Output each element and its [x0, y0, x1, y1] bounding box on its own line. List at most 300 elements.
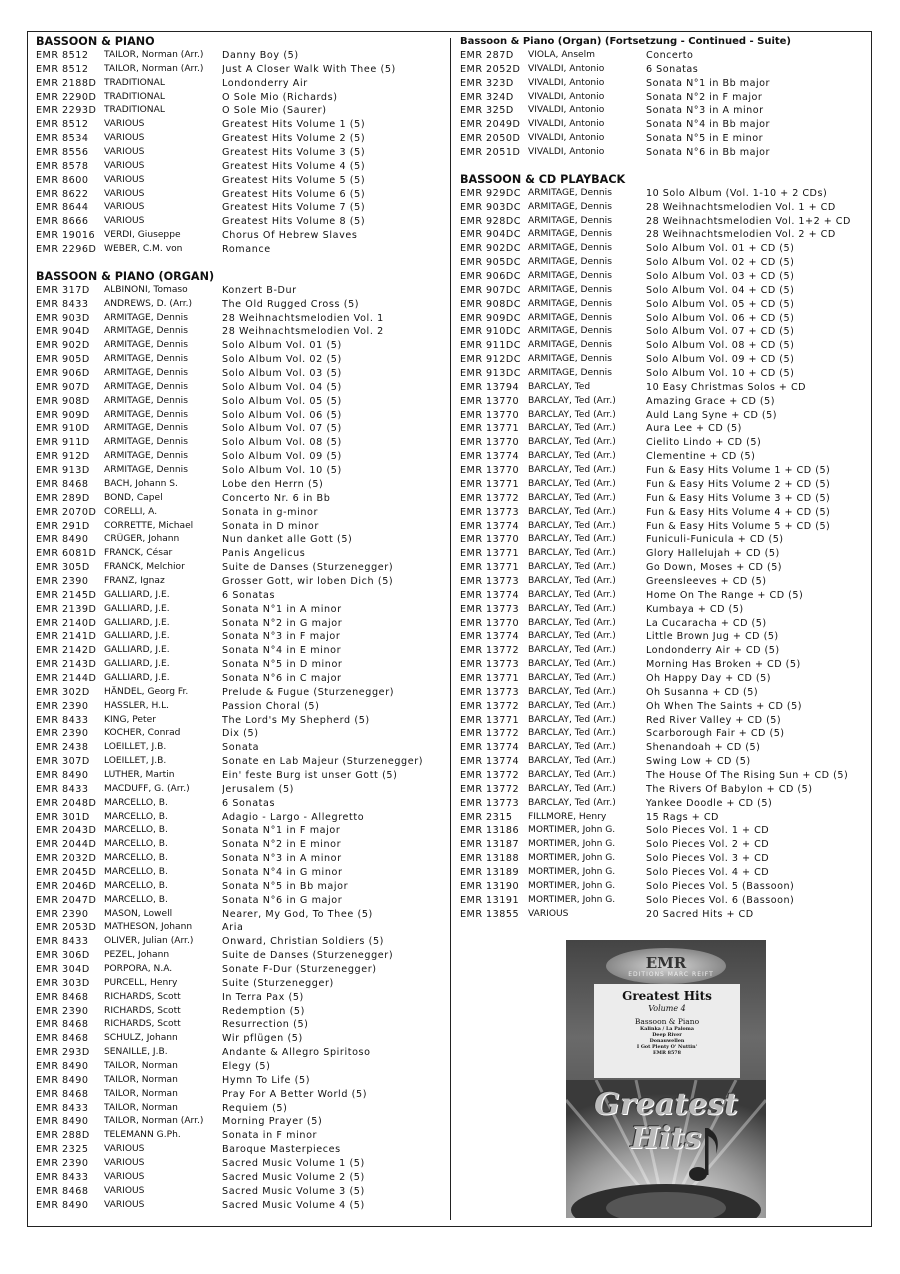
catalog-row — [460, 422, 865, 436]
catalog-number: EMR 13770 — [460, 395, 520, 407]
work-title: Chorus Of Hebrew Slaves — [222, 230, 358, 242]
composer: CORELLI, A. — [104, 506, 158, 517]
work-title: 6 Sonatas — [222, 797, 276, 809]
catalog-number: EMR 8490 — [36, 534, 89, 546]
composer: VARIOUS — [104, 188, 145, 199]
composer: WEBER, C.M. von — [104, 244, 183, 255]
catalog-number: EMR 13772 — [460, 645, 520, 657]
work-title: Greatest Hits Volume 3 (5) — [222, 147, 366, 159]
work-title: Sonata N°1 in Bb major — [646, 77, 770, 89]
catalog-row — [36, 188, 446, 202]
catalog-number: EMR 2050D — [460, 133, 521, 145]
catalog-number: EMR 2047D — [36, 894, 97, 906]
work-title: Sonate F-Dur (Sturzenegger) — [222, 964, 377, 975]
left-column — [36, 35, 446, 1212]
catalog-row — [36, 672, 446, 686]
catalog-number: EMR 2390 — [36, 908, 89, 920]
catalog-number: EMR 2143D — [36, 659, 97, 671]
composer: BARCLAY, Ted (Arr.) — [528, 728, 616, 739]
catalog-row — [460, 228, 865, 242]
work-title: 20 Sacred Hits + CD — [646, 908, 754, 920]
catalog-number: EMR 323D — [460, 77, 514, 89]
catalog-number: EMR 2390 — [36, 1005, 89, 1017]
catalog-row — [460, 256, 865, 270]
cover-art-title: Greatest Hits — [594, 1087, 738, 1156]
catalog-row — [36, 506, 446, 520]
catalog-row — [460, 353, 865, 367]
work-title: Sonata N°4 in E minor — [222, 645, 342, 657]
catalog-row — [460, 797, 865, 811]
work-title: Sonata N°3 in A minor — [222, 853, 342, 865]
catalog-number: EMR 2142D — [36, 645, 97, 657]
composer: BARCLAY, Ted (Arr.) — [528, 409, 616, 420]
catalog-row — [36, 644, 446, 658]
work-title: Home On The Range + CD (5) — [646, 589, 804, 601]
catalog-row — [36, 132, 446, 146]
cover-title-panel — [594, 984, 740, 1078]
composer: MORTIMER, John G. — [528, 839, 616, 850]
work-title: Passion Choral (5) — [222, 700, 320, 712]
catalog-row — [460, 187, 865, 201]
composer: MARCELLO, B. — [104, 866, 168, 877]
composer: ARMITAGE, Dennis — [104, 423, 188, 434]
composer: VIVALDI, Antonio — [528, 133, 605, 144]
composer: TRADITIONAL — [104, 77, 165, 88]
composer: RICHARDS, Scott — [104, 1005, 181, 1016]
catalog-row — [36, 547, 446, 561]
composer: MACDUFF, G. (Arr.) — [104, 783, 190, 794]
composer: ANDREWS, D. (Arr.) — [104, 298, 193, 309]
section-gap — [36, 257, 446, 270]
catalog-number: EMR 2070D — [36, 506, 97, 518]
catalog-row — [36, 160, 446, 174]
composer: TAILOR, Norman (Arr.) — [104, 1116, 204, 1127]
catalog-number: EMR 13772 — [460, 769, 520, 781]
work-title: Greatest Hits Volume 4 (5) — [222, 160, 366, 172]
catalog-number: EMR 913DC — [460, 368, 521, 380]
composer: VARIOUS — [104, 1158, 145, 1169]
work-title: Solo Pieces Vol. 6 (Bassoon) — [646, 894, 795, 906]
catalog-row — [36, 783, 446, 797]
work-title: Auld Lang Syne + CD (5) — [646, 409, 778, 421]
composer: ARMITAGE, Dennis — [528, 201, 612, 212]
catalog-number: EMR 13773 — [460, 575, 520, 587]
catalog-row — [460, 880, 865, 894]
catalog-number: EMR 908DC — [460, 298, 521, 310]
catalog-row — [36, 49, 446, 63]
catalog-number: EMR 910DC — [460, 326, 521, 338]
catalog-row — [460, 741, 865, 755]
work-title: Sonata N°6 in Bb major — [646, 147, 770, 159]
work-title: Solo Pieces Vol. 1 + CD — [646, 825, 770, 837]
catalog-row — [460, 617, 865, 631]
catalog-number: EMR 2293D — [36, 105, 97, 117]
composer: VARIOUS — [104, 174, 145, 185]
cover-title: Greatest Hits — [622, 989, 712, 1003]
catalog-row — [460, 339, 865, 353]
catalog-number: EMR 8433 — [36, 714, 89, 726]
catalog-number: EMR 13770 — [460, 465, 520, 477]
catalog-number: EMR 13189 — [460, 866, 520, 878]
work-title: Solo Album Vol. 10 + CD (5) — [646, 368, 795, 380]
work-title: Sonata — [222, 742, 260, 754]
catalog-number: EMR 19016 — [36, 230, 96, 242]
work-title: 28 Weihnachtsmelodien Vol. 2 + CD — [646, 229, 836, 241]
composer: BARCLAY, Ted (Arr.) — [528, 562, 616, 573]
catalog-number: EMR 8512 — [36, 50, 89, 61]
work-title: Onward, Christian Soldiers (5) — [222, 936, 385, 948]
catalog-row — [460, 908, 865, 922]
work-title: Oh Susanna + CD (5) — [646, 686, 759, 698]
work-title: Nun danket alle Gott (5) — [222, 534, 353, 546]
work-title: Concerto Nr. 6 in Bb — [222, 492, 331, 504]
catalog-number: EMR 302D — [36, 686, 90, 698]
catalog-row — [460, 63, 865, 77]
cover-image — [566, 940, 766, 1218]
catalog-row — [36, 1088, 446, 1102]
catalog-number: EMR 905DC — [460, 257, 521, 269]
catalog-row — [36, 991, 446, 1005]
catalog-row — [36, 838, 446, 852]
composer: ARMITAGE, Dennis — [104, 354, 188, 365]
work-title: Sonata N°5 in E minor — [646, 133, 764, 145]
catalog-number: EMR 13770 — [460, 409, 520, 421]
catalog-number: EMR 291D — [36, 520, 90, 532]
composer: FRANCK, César — [104, 548, 173, 559]
composer: GALLIARD, J.E. — [104, 631, 170, 642]
composer: ARMITAGE, Dennis — [528, 215, 612, 226]
catalog-number: EMR 13773 — [460, 686, 520, 698]
catalog-row — [36, 104, 446, 118]
catalog-row — [36, 325, 446, 339]
composer: LOEILLET, J.B. — [104, 756, 167, 767]
catalog-row — [460, 450, 865, 464]
composer: BARCLAY, Ted (Arr.) — [528, 575, 616, 586]
cover-volume: Volume 4 — [648, 1004, 686, 1013]
catalog-row — [36, 727, 446, 741]
composer: ARMITAGE, Dennis — [528, 284, 612, 295]
catalog-number: EMR 903D — [36, 312, 90, 324]
composer: ARMITAGE, Dennis — [104, 368, 188, 379]
composer: VARIOUS — [104, 119, 145, 130]
catalog-row — [36, 409, 446, 423]
composer: BARCLAY, Ted (Arr.) — [528, 506, 616, 517]
work-title: Fun & Easy Hits Volume 3 + CD (5) — [646, 492, 831, 504]
composer: ARMITAGE, Dennis — [104, 465, 188, 476]
catalog-row — [460, 561, 865, 575]
composer: TAILOR, Norman — [104, 1061, 178, 1072]
composer: ARMITAGE, Dennis — [104, 437, 188, 448]
work-title: Red River Valley + CD (5) — [646, 714, 782, 726]
catalog-row — [36, 1005, 446, 1019]
catalog-number: EMR 902D — [36, 340, 90, 352]
composer: PURCELL, Henry — [104, 977, 178, 988]
work-title: Solo Album Vol. 01 + CD (5) — [646, 243, 795, 255]
catalog-number: EMR 8600 — [36, 174, 89, 186]
catalog-number: EMR 8468 — [36, 1033, 89, 1045]
composer: TRADITIONAL — [104, 105, 165, 116]
work-title: Sonata N°2 in G major — [222, 617, 343, 629]
catalog-number: EMR 2145D — [36, 589, 97, 601]
composer: RICHARDS, Scott — [104, 991, 181, 1002]
composer: MORTIMER, John G. — [528, 866, 616, 877]
composer: KOCHER, Conrad — [104, 728, 181, 739]
work-title: Solo Album Vol. 09 + CD (5) — [646, 354, 795, 366]
composer: ARMITAGE, Dennis — [528, 312, 612, 323]
section-title: BASSOON & PIANO — [36, 35, 155, 48]
catalog-number: EMR 13772 — [460, 700, 520, 712]
catalog-row — [460, 132, 865, 146]
catalog-row — [36, 630, 446, 644]
catalog-row — [36, 520, 446, 534]
catalog-list — [460, 187, 865, 922]
catalog-number: EMR 2188D — [36, 77, 97, 89]
catalog-row — [460, 284, 865, 298]
work-title: Sonata in g-minor — [222, 506, 319, 518]
catalog-row — [36, 298, 446, 312]
composer: BACH, Johann S. — [104, 478, 178, 489]
work-title: Solo Album Vol. 09 (5) — [222, 451, 342, 463]
work-title: Kumbaya + CD (5) — [646, 603, 744, 615]
composer: ARMITAGE, Dennis — [528, 243, 612, 254]
catalog-row — [36, 1199, 446, 1213]
catalog-row — [36, 824, 446, 838]
catalog-number: EMR 6081D — [36, 548, 97, 560]
work-title: Sonata N°2 in E minor — [222, 839, 342, 851]
composer: BARCLAY, Ted (Arr.) — [528, 797, 616, 808]
composer: HASSLER, H.L. — [104, 700, 170, 711]
catalog-row — [36, 963, 446, 977]
catalog-number: EMR 2051D — [460, 147, 521, 159]
work-title: Danny Boy (5) — [222, 50, 299, 61]
catalog-number: EMR 2049D — [460, 119, 521, 131]
catalog-row — [460, 603, 865, 617]
catalog-number: EMR 2048D — [36, 797, 97, 809]
catalog-row — [460, 811, 865, 825]
composer: BARCLAY, Ted (Arr.) — [528, 645, 616, 656]
catalog-number: EMR 13772 — [460, 728, 520, 740]
composer: TAILOR, Norman — [104, 1088, 178, 1099]
composer: LOEILLET, J.B. — [104, 742, 167, 753]
catalog-number: EMR 8433 — [36, 783, 89, 795]
work-title: Ein' feste Burg ist unser Gott (5) — [222, 769, 398, 781]
composer: VARIOUS — [104, 216, 145, 227]
composer: PEZEL, Johann — [104, 950, 170, 961]
catalog-row — [36, 229, 446, 243]
catalog-row — [460, 77, 865, 91]
work-title: Solo Album Vol. 08 + CD (5) — [646, 340, 795, 352]
catalog-number: EMR 8490 — [36, 1116, 89, 1128]
work-title: Sonata N°4 in G minor — [222, 866, 343, 878]
catalog-number: EMR 8468 — [36, 1185, 89, 1197]
catalog-row — [36, 811, 446, 825]
work-title: 28 Weihnachtsmelodien Vol. 1+2 + CD — [646, 215, 851, 227]
catalog-row — [460, 201, 865, 215]
work-title: Resurrection (5) — [222, 1019, 309, 1031]
catalog-row — [460, 49, 865, 63]
catalog-number: EMR 13771 — [460, 423, 520, 435]
catalog-row — [460, 894, 865, 908]
work-title: Solo Album Vol. 03 + CD (5) — [646, 271, 795, 283]
work-title: Solo Album Vol. 06 (5) — [222, 409, 342, 421]
composer: VARIOUS — [104, 1144, 145, 1155]
work-title: 28 Weihnachtsmelodien Vol. 1 + CD — [646, 201, 836, 213]
work-title: Greensleeves + CD (5) — [646, 575, 767, 587]
work-title: Londonderry Air + CD (5) — [646, 645, 780, 657]
work-title: Solo Album Vol. 02 + CD (5) — [646, 257, 795, 269]
catalog-number: EMR 904DC — [460, 229, 521, 241]
catalog-number: EMR 13771 — [460, 672, 520, 684]
catalog-number: EMR 13770 — [460, 617, 520, 629]
composer: BARCLAY, Ted (Arr.) — [528, 520, 616, 531]
work-title: Requiem (5) — [222, 1102, 288, 1114]
composer: VIVALDI, Antonio — [528, 63, 605, 74]
catalog-number: EMR 2390 — [36, 700, 89, 712]
work-title: 6 Sonatas — [222, 589, 276, 601]
work-title: Solo Album Vol. 01 (5) — [222, 340, 342, 352]
catalog-number: EMR 293D — [36, 1047, 90, 1059]
work-title: Sonata N°2 in F major — [646, 91, 763, 103]
catalog-number: EMR 288D — [36, 1130, 90, 1142]
composer: SCHULZ, Johann — [104, 1033, 178, 1044]
catalog-number: EMR 2044D — [36, 839, 97, 851]
catalog-number: EMR 8490 — [36, 769, 89, 781]
composer: VIVALDI, Antonio — [528, 147, 605, 158]
catalog-row — [36, 908, 446, 922]
work-title: Solo Pieces Vol. 5 (Bassoon) — [646, 880, 795, 892]
catalog-number: EMR 13774 — [460, 451, 520, 463]
catalog-row — [36, 464, 446, 478]
composer: ARMITAGE, Dennis — [104, 340, 188, 351]
catalog-row — [36, 741, 446, 755]
catalog-list — [460, 49, 865, 160]
catalog-row — [36, 658, 446, 672]
work-title: Grosser Gott, wir loben Dich (5) — [222, 575, 394, 587]
right-column — [460, 35, 865, 921]
composer: VARIOUS — [104, 202, 145, 213]
composer: BARCLAY, Ted (Arr.) — [528, 603, 616, 614]
catalog-row — [36, 1032, 446, 1046]
composer: BARCLAY, Ted (Arr.) — [528, 548, 616, 559]
composer: BARCLAY, Ted (Arr.) — [528, 659, 616, 670]
catalog-number: EMR 8644 — [36, 202, 89, 214]
composer: VARIOUS — [104, 1185, 145, 1196]
composer: ARMITAGE, Dennis — [104, 409, 188, 420]
work-title: Sonata in F minor — [222, 1130, 318, 1142]
work-title: Sacred Music Volume 1 (5) — [222, 1158, 365, 1170]
catalog-row — [460, 783, 865, 797]
column-divider — [450, 38, 451, 1220]
cover-song: I Got Plenty O' Nuttin' — [636, 1044, 698, 1050]
work-title: Aura Lee + CD (5) — [646, 423, 742, 435]
composer: RICHARDS, Scott — [104, 1019, 181, 1030]
composer: LUTHER, Martin — [104, 769, 175, 780]
composer: GALLIARD, J.E. — [104, 645, 170, 656]
catalog-number: EMR 8512 — [36, 63, 89, 75]
work-title: The Lord's My Shepherd (5) — [222, 714, 370, 726]
catalog-row — [36, 215, 446, 229]
catalog-row — [460, 838, 865, 852]
catalog-number: EMR 8490 — [36, 1061, 89, 1073]
catalog-number: EMR 2052D — [460, 63, 521, 75]
composer: BARCLAY, Ted (Arr.) — [528, 700, 616, 711]
catalog-number: EMR 13191 — [460, 894, 520, 906]
catalog-row — [460, 91, 865, 105]
composer: VARIOUS — [104, 147, 145, 158]
cover-instrumentation: Bassoon & Piano — [634, 1017, 700, 1026]
catalog-row — [36, 949, 446, 963]
catalog-number: EMR 13774 — [460, 589, 520, 601]
work-title: Dix (5) — [222, 728, 259, 740]
catalog-number: EMR 13771 — [460, 478, 520, 490]
catalog-row — [460, 312, 865, 326]
catalog-row — [36, 284, 446, 298]
composer: BARCLAY, Ted (Arr.) — [528, 756, 616, 767]
composer: MATHESON, Johann — [104, 922, 193, 933]
catalog-row — [36, 561, 446, 575]
catalog-number: EMR 13186 — [460, 825, 520, 837]
catalog-number: EMR 2053D — [36, 922, 97, 934]
catalog-row — [36, 797, 446, 811]
catalog-number: EMR 13770 — [460, 437, 520, 449]
catalog-row — [460, 658, 865, 672]
catalog-number: EMR 324D — [460, 91, 514, 103]
catalog-row — [460, 824, 865, 838]
work-title: Sacred Music Volume 2 (5) — [222, 1171, 365, 1183]
catalog-number: EMR 303D — [36, 977, 90, 989]
catalog-number: EMR 8512 — [36, 119, 89, 131]
work-title: Oh When The Saints + CD (5) — [646, 700, 803, 712]
catalog-row — [36, 146, 446, 160]
composer: BARCLAY, Ted (Arr.) — [528, 769, 616, 780]
composer: ARMITAGE, Dennis — [528, 368, 612, 379]
catalog-number: EMR 301D — [36, 811, 90, 823]
catalog-row — [460, 270, 865, 284]
composer: HÄNDEL, Georg Fr. — [104, 686, 189, 697]
composer: BARCLAY, Ted (Arr.) — [528, 783, 616, 794]
catalog-row — [460, 367, 865, 381]
composer: ARMITAGE, Dennis — [528, 187, 612, 198]
catalog-number: EMR 13794 — [460, 381, 520, 393]
composer: VIOLA, Anselm — [528, 50, 596, 60]
work-title: Suite de Danses (Sturzenegger) — [222, 950, 394, 962]
composer: VIVALDI, Antonio — [528, 77, 605, 88]
cover-catalog-number: EMR 8578 — [653, 1050, 681, 1056]
work-title: Andante & Allegro Spiritoso — [222, 1047, 371, 1059]
catalog-number: EMR 8468 — [36, 1088, 89, 1100]
work-title: Solo Album Vol. 06 + CD (5) — [646, 312, 795, 324]
work-title: 15 Rags + CD — [646, 811, 719, 823]
composer: KING, Peter — [104, 714, 156, 725]
work-title: 28 Weihnachtsmelodien Vol. 1 — [222, 312, 384, 324]
composer: MORTIMER, John G. — [528, 880, 616, 891]
catalog-number: EMR 13771 — [460, 562, 520, 574]
work-title: Glory Hallelujah + CD (5) — [646, 548, 780, 560]
composer: VARIOUS — [104, 160, 145, 171]
catalog-row — [36, 1129, 446, 1143]
composer: ARMITAGE, Dennis — [528, 340, 612, 351]
work-title: Morning Has Broken + CD (5) — [646, 659, 801, 671]
composer: BARCLAY, Ted (Arr.) — [528, 589, 616, 600]
composer: BARCLAY, Ted (Arr.) — [528, 631, 616, 642]
catalog-number: EMR 13773 — [460, 797, 520, 809]
composer: BARCLAY, Ted (Arr.) — [528, 742, 616, 753]
work-title: Oh Happy Day + CD (5) — [646, 672, 771, 684]
catalog-number: EMR 911D — [36, 437, 90, 449]
catalog-number: EMR 13774 — [460, 756, 520, 768]
catalog-number: EMR 909DC — [460, 312, 521, 324]
cover-logo: EMR — [606, 948, 726, 984]
